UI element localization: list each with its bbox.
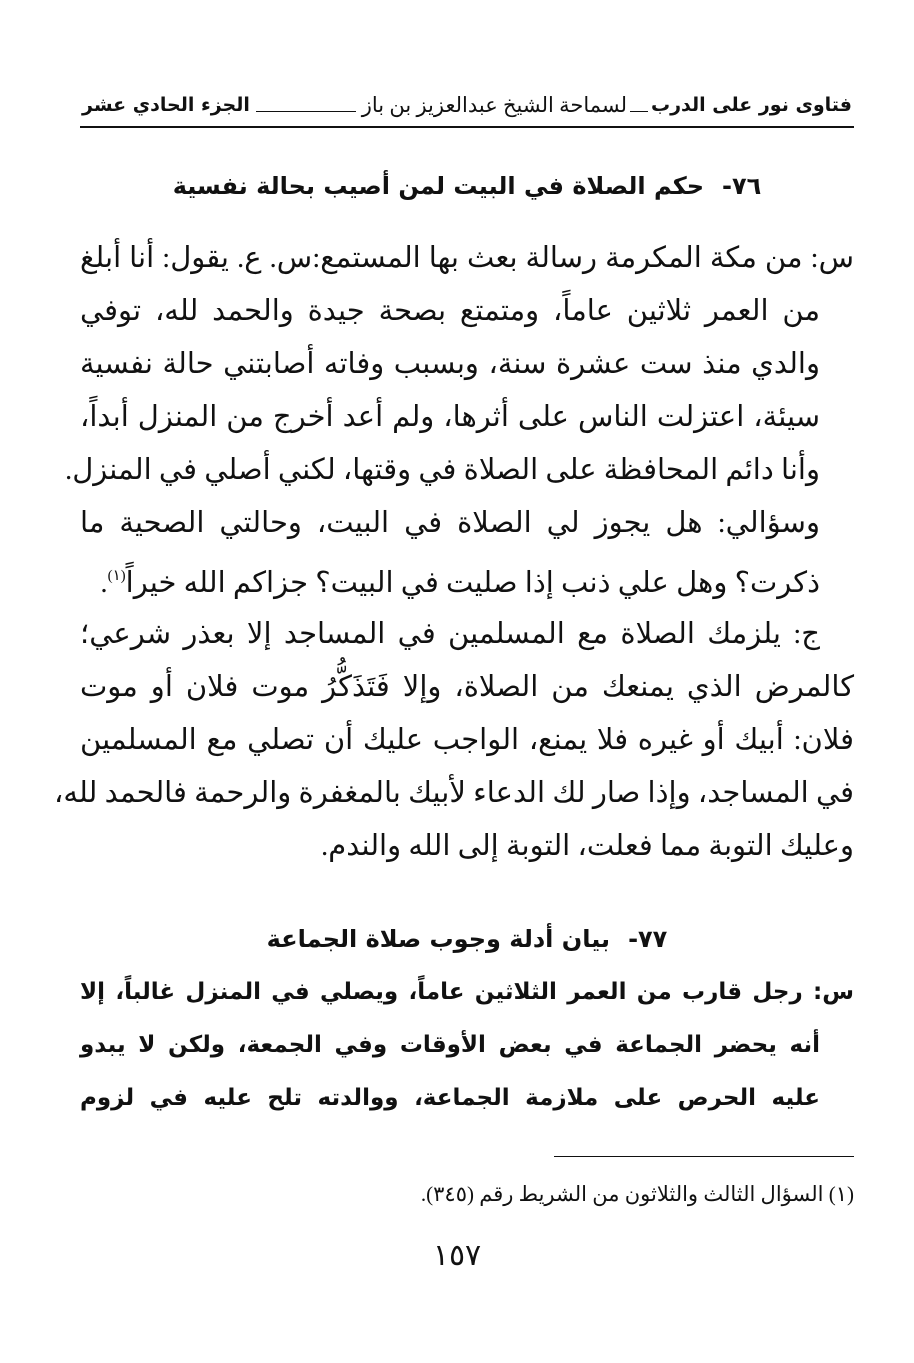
- answer-line: ج: يلزمك الصلاة مع المسلمين في المساجد إلا بعذر شرعي؛: [80, 618, 820, 650]
- author-name: لسماحة الشيخ عبدالعزيز بن باز: [361, 92, 627, 117]
- question-line: والدي منذ ست عشرة سنة، وبسبب وفاته أصابتني حالة نفسية: [80, 348, 820, 380]
- section-number: ٧٧-: [628, 925, 668, 953]
- section-title: بيان أدلة وجوب صلاة الجماعة: [266, 925, 611, 953]
- question-line: وأنا دائم المحافظة على الصلاة في وقتها، لكني أصلي في المنزل.: [64, 454, 820, 486]
- question-line: س: رجل قارب من العمر الثلاثين عاماً، ويصلي في المنزل غالباً، إلا: [80, 979, 854, 1005]
- question-line: من العمر ثلاثين عاماً، ومتمتع بصحة جيدة والحمد لله، توفي: [80, 295, 820, 327]
- question-line: عليه الحرص على ملازمة الجماعة، ووالدته تلح عليه في لزوم: [80, 1085, 820, 1111]
- volume-label: الجزء الحادي عشر: [82, 94, 250, 116]
- series-title: فتاوى نور على الدرب: [651, 94, 852, 116]
- answer-line: كالمرض الذي يمنعك من الصلاة، وإلا فَتَذَكُّرُ موت فلان أو موت: [80, 671, 854, 703]
- answer-line: في المساجد، وإذا صار لك الدعاء لأبيك بالمغفرة والرحمة فالحمد لله،: [54, 777, 854, 809]
- question-line-last: ذكرت؟ وهل علي ذنب إذا صليت في البيت؟ جزاكم الله خيراً$^{(١)}$.: [100, 567, 820, 599]
- question-paragraph-77: [80, 966, 854, 1125]
- answer-paragraph-76: [54, 608, 854, 873]
- answer-line: فلان: أبيك أو غيره فلا يمنع، الواجب عليك أن تصلي مع المسلمين: [80, 724, 854, 756]
- question-line: سيئة، اعتزلت الناس على أثرها، ولم أعد أخرج من المنزل أبداً،: [80, 401, 820, 433]
- footnote-rule: [554, 1156, 854, 1157]
- section-heading-76: [80, 172, 854, 200]
- header-separator: [630, 111, 648, 112]
- page-number: ١٥٧: [432, 1239, 482, 1272]
- question-line: وسؤالي: هل يجوز لي الصلاة في البيت، وحالتي الصحية ما: [80, 507, 820, 539]
- section-heading-77: [80, 925, 854, 953]
- question-line: س: من مكة المكرمة رسالة بعث بها المستمع:س. ع. يقول: أنا أبلغ: [80, 242, 854, 274]
- footnote: (١) السؤال الثالث والثلاثون من الشريط رقم (٣٤٥).: [420, 1182, 854, 1206]
- header-rule: [80, 126, 854, 128]
- header-leader-line: [256, 111, 356, 112]
- running-header: [82, 88, 852, 122]
- question-paragraph-76: [64, 232, 854, 610]
- footnote-reference: (١): [107, 568, 126, 584]
- section-number: ٧٦-: [722, 172, 762, 200]
- section-title: حكم الصلاة في البيت لمن أصيب بحالة نفسية: [172, 172, 705, 200]
- question-line: أنه يحضر الجماعة في بعض الأوقات وفي الجمعة، ولكن لا يبدو: [80, 1032, 820, 1058]
- answer-line: وعليك التوبة مما فعلت، التوبة إلى الله والندم.: [321, 830, 854, 862]
